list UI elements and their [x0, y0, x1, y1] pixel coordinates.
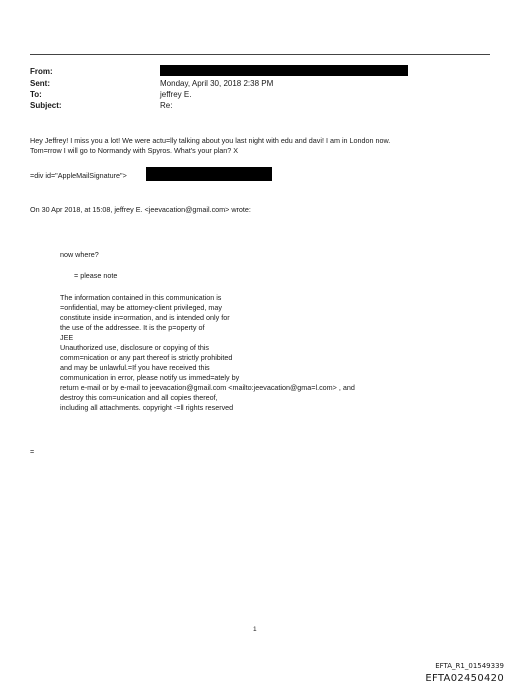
disclaimer-line: constitute inside in=ormation, and is intended only for: [60, 313, 230, 322]
body-line-1: Hey Jeffrey! I miss you a lot! We were actu=lly talking about you last night with edu and davi! I am in London now.: [30, 136, 391, 145]
disclaimer-line: and may be unlawful.=If you have received this: [60, 363, 210, 372]
subject-value: Re:: [160, 101, 173, 110]
disclaimer-line: =onfidential, may be attorney-client privileged, may: [60, 303, 223, 312]
signature-redaction: [146, 167, 272, 181]
quoted-please-note: = please note: [74, 271, 118, 280]
from-label: From:: [30, 67, 53, 76]
header-rule: [30, 54, 490, 55]
quoted-now-where: now where?: [60, 250, 99, 259]
sent-value: Monday, April 30, 2018 2:38 PM: [160, 79, 274, 88]
body-line-2: Tom=rrow I will go to Normandy with Spyros. What's your plan? X: [30, 146, 239, 155]
bates-number-secondary: EFTA02450420: [425, 673, 504, 684]
disclaimer-line: comm=nication or any part thereof is strictly prohibited: [60, 353, 233, 362]
disclaimer-line: the use of the addressee. It is the p=operty of: [60, 323, 205, 332]
disclaimer-line: return e-mail or by e-mail to jeevacation@gmail.com <mailto:jeevacation@gma=l.com> , and: [60, 383, 355, 392]
disclaimer-line: communication in error, please notify us immed=ately by: [60, 373, 240, 382]
to-label: To:: [30, 90, 42, 99]
from-redaction: [160, 65, 408, 76]
disclaimer-line: destroy this com=unication and all copies thereof,: [60, 393, 218, 402]
disclaimer-line: including all attachments. copyright -=ll rights reserved: [60, 403, 234, 412]
disclaimer-line: Unauthorized use, disclosure or copying of this: [60, 343, 210, 352]
page-number: 1: [253, 626, 257, 633]
reply-attribution: On 30 Apr 2018, at 15:08, jeffrey E. <jeevacation@gmail.com> wrote:: [30, 205, 251, 214]
disclaimer-line: JEE: [60, 333, 74, 342]
to-value: jeffrey E.: [160, 90, 192, 99]
bates-number-primary: EFTA_R1_01549339: [435, 662, 504, 670]
disclaimer-line: The information contained in this communication is: [60, 293, 222, 302]
subject-label: Subject:: [30, 101, 62, 110]
apple-mail-signature: =div id="AppleMailSignature">: [30, 171, 127, 180]
sent-label: Sent:: [30, 79, 50, 88]
trailing-mark: =: [30, 447, 35, 456]
